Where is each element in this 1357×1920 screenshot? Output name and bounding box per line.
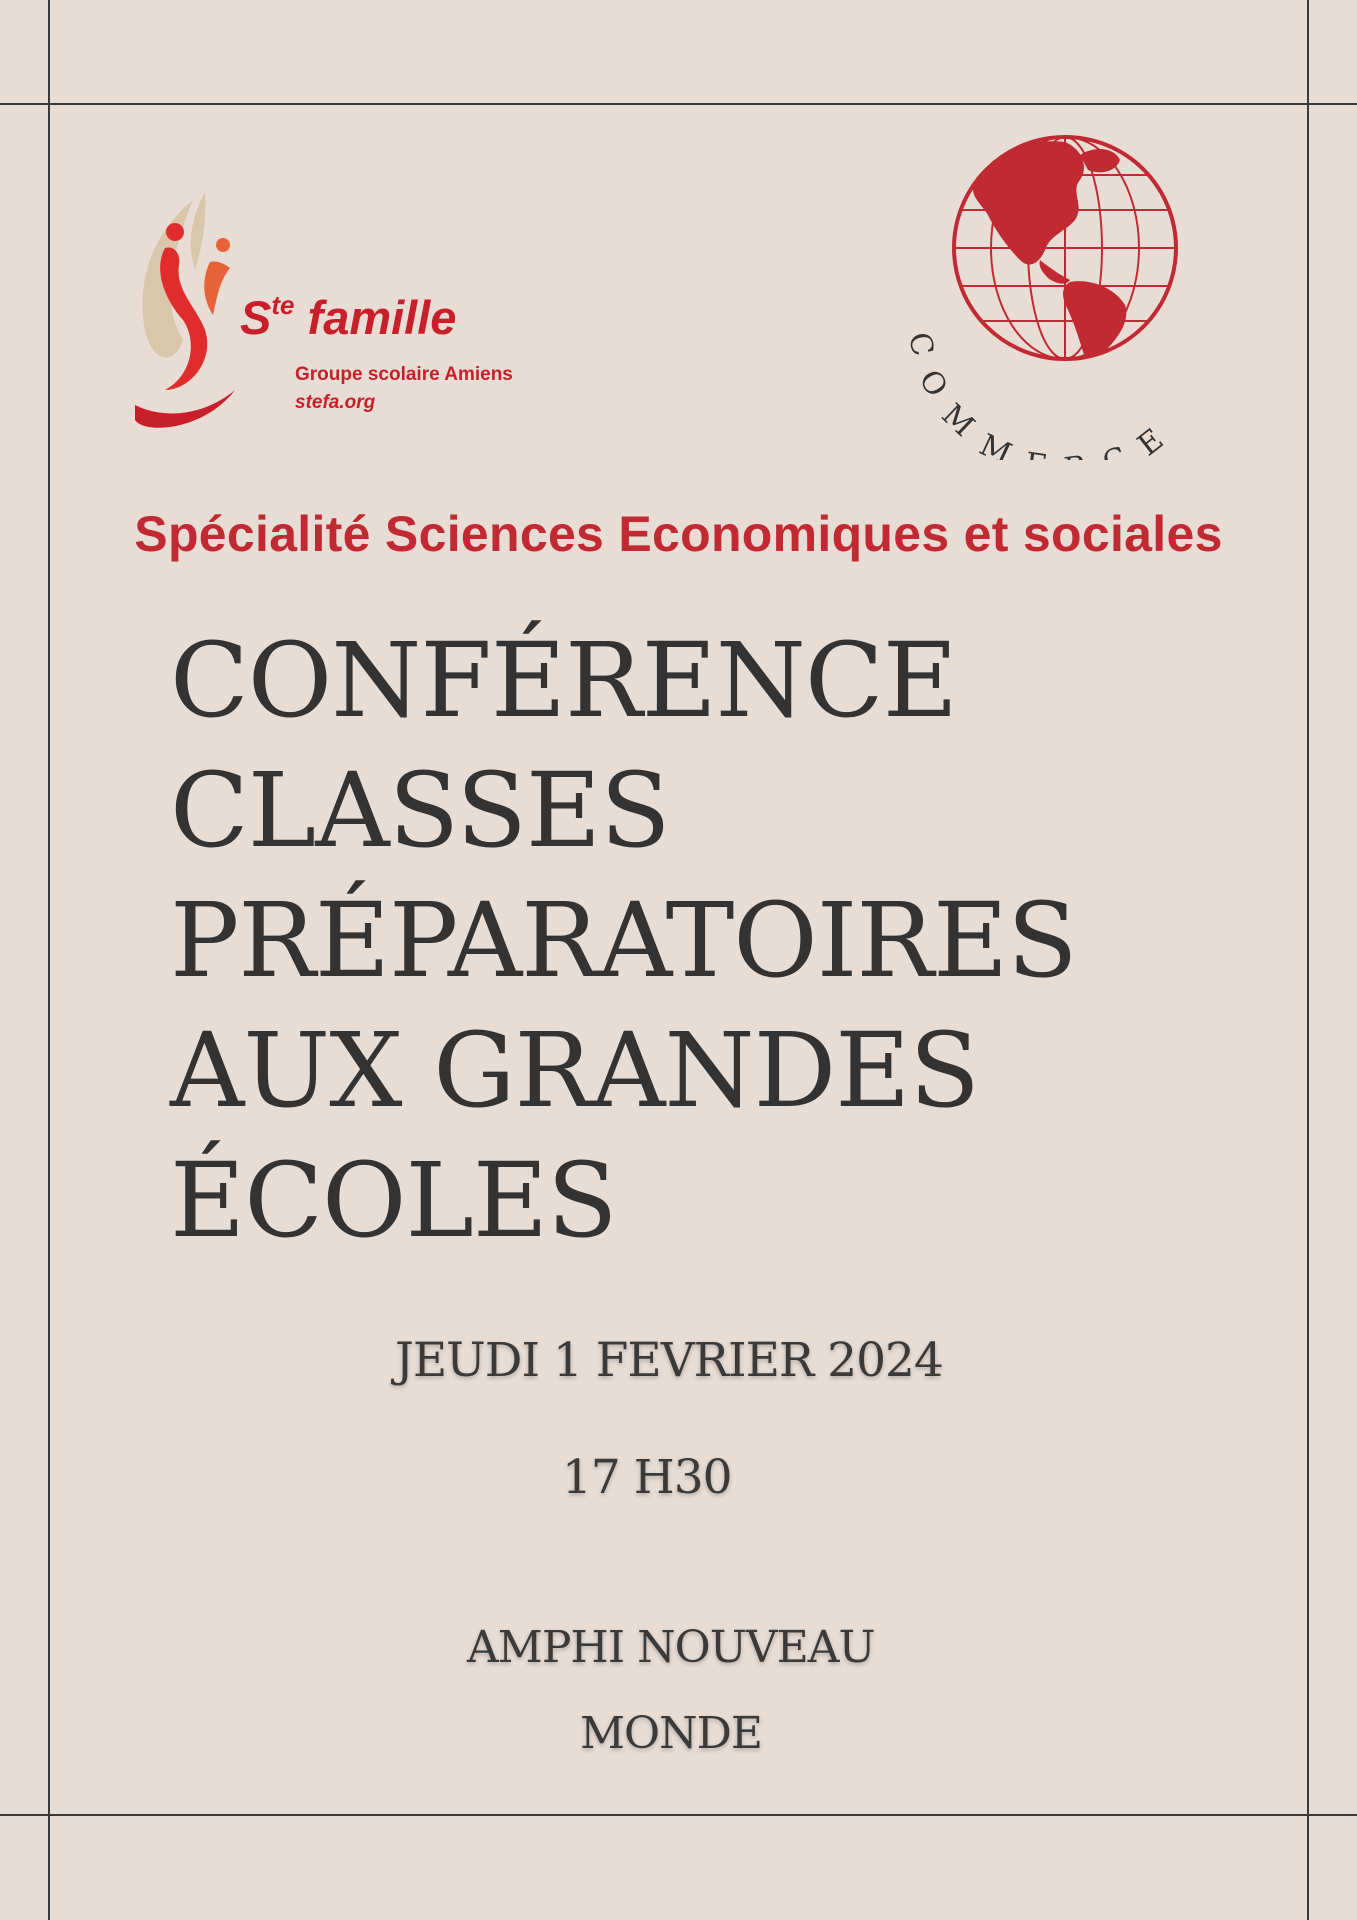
event-location-line1: AMPHI NOUVEAU <box>467 1622 875 1673</box>
frame-line-right <box>1307 0 1309 1920</box>
frame-line-left <box>48 0 50 1920</box>
title-line: CLASSES <box>170 751 670 871</box>
event-date: JEUDI 1 FEVRIER 2024 <box>395 1333 943 1388</box>
globe-icon <box>954 137 1176 363</box>
commerce-badge <box>880 120 1240 460</box>
specialite-heading: Spécialité Sciences Economiques et sociales <box>134 506 1223 562</box>
school-logo <box>135 190 535 430</box>
logo-name: $S^{te}$ famille <box>240 290 457 344</box>
logo-url: stefa.org <box>295 392 376 413</box>
event-location-line2: MONDE <box>580 1708 763 1759</box>
logo-group-label: Groupe scolaire Amiens <box>295 364 513 385</box>
conference-title <box>170 616 1077 1266</box>
title-line: AUX GRANDES <box>170 1011 979 1131</box>
title-line: ÉCOLES <box>170 1141 617 1261</box>
frame-line-top <box>0 103 1357 105</box>
title-line: PRÉPARATOIRES <box>170 881 1077 1001</box>
event-time: 17 H30 <box>562 1450 732 1505</box>
commerce-badge-text: COMM CE <box>900 328 1186 460</box>
dancers-logo-icon <box>135 190 245 430</box>
title-line: CONFÉRENCE <box>170 621 957 741</box>
frame-line-bottom <box>0 1814 1357 1816</box>
